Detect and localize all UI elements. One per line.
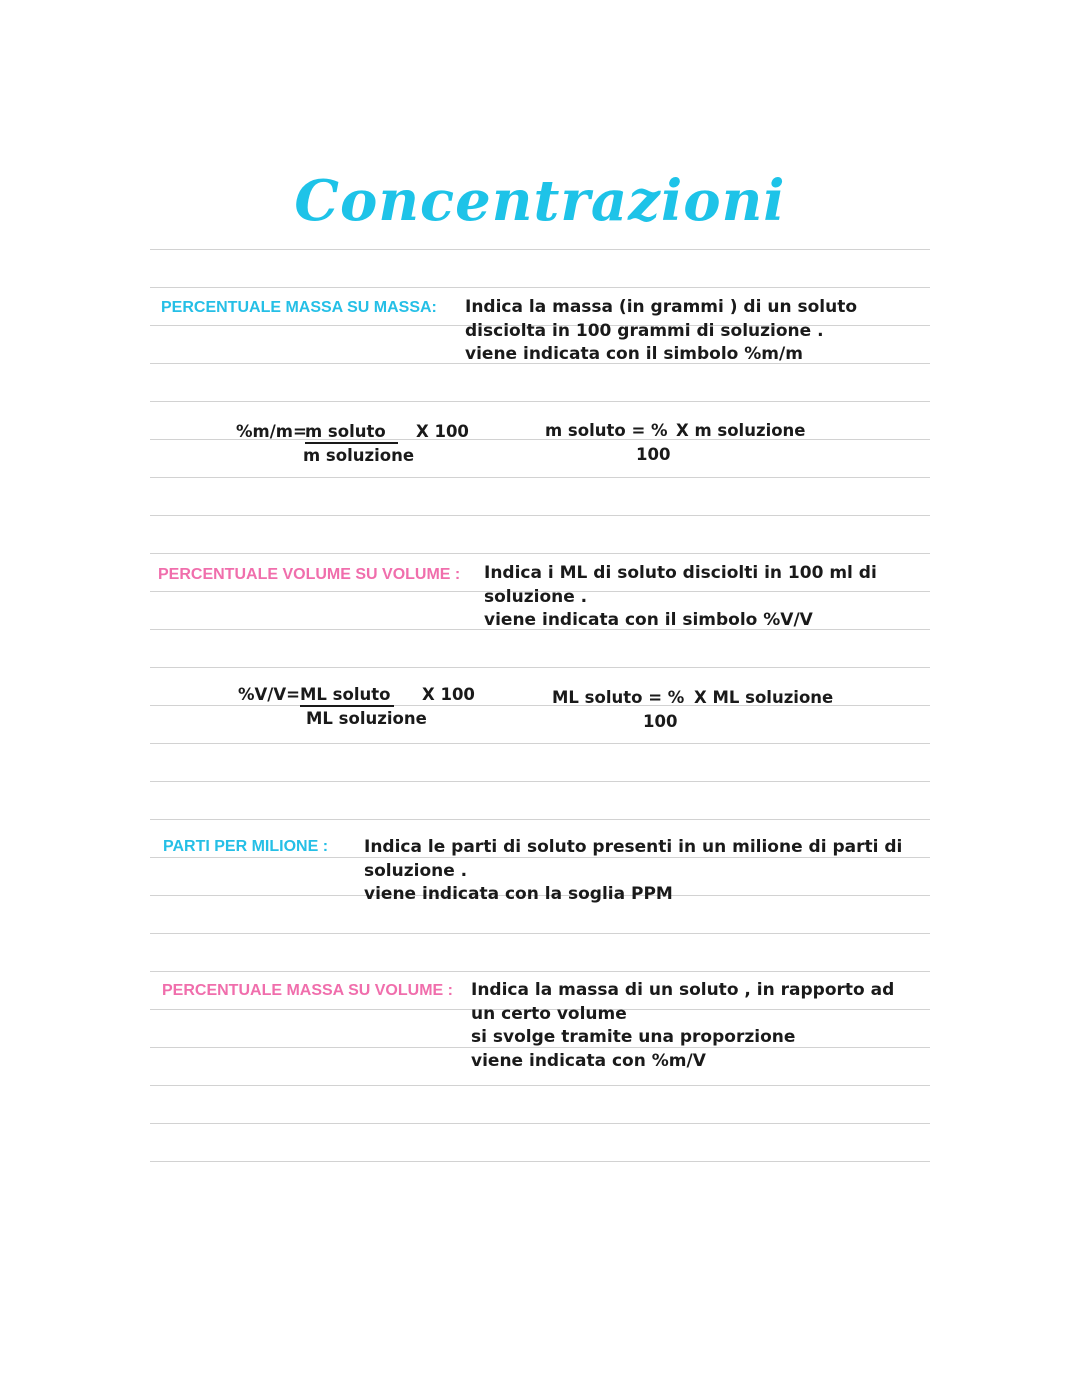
rule-line <box>150 1123 930 1124</box>
description-line: viene indicata con il simbolo %m/m <box>465 344 803 364</box>
section-heading: PERCENTUALE VOLUME SU VOLUME : <box>158 566 461 583</box>
description-line: un certo volume <box>471 1003 627 1024</box>
section-description <box>364 836 902 907</box>
rule-line <box>150 1161 930 1162</box>
section-heading: PERCENTUALE MASSA SU MASSA: <box>161 299 437 316</box>
description-line: soluzione . <box>484 586 588 607</box>
rule-line <box>150 515 930 516</box>
rule-line <box>150 667 930 668</box>
rule-line <box>150 1085 930 1086</box>
formula-numerator: m soluto <box>305 422 398 444</box>
section-heading: PERCENTUALE MASSA SU VOLUME : <box>162 982 453 999</box>
formula-denominator: 100 <box>643 712 678 731</box>
description-line: viene indicata con %m/V <box>471 1050 706 1071</box>
formula-factor: X ML soluzione <box>694 688 834 707</box>
formula-denominator: ML soluzione <box>306 709 427 728</box>
rule-line <box>150 743 930 744</box>
description-line: viene indicata con il simbolo %V/V <box>484 610 813 630</box>
description-line: Indica le parti di soluto presenti in un milione di parti di <box>364 837 903 857</box>
formula-prefix: %V/V= <box>238 685 300 704</box>
formula-denominator: m soluzione <box>303 446 415 465</box>
formula-factor: X 100 <box>422 685 475 704</box>
description-line: si svolge tramite una proporzione <box>471 1027 796 1047</box>
formula-numerator: ML soluto = % <box>552 688 685 707</box>
section-heading: PARTI PER MILIONE : <box>163 838 329 855</box>
section-description <box>465 296 857 367</box>
formula-denominator: 100 <box>636 445 671 464</box>
rule-line <box>150 477 930 478</box>
description-line: disciolta in 100 grammi di soluzione . <box>465 320 824 341</box>
section-description <box>484 562 877 633</box>
rule-line <box>150 781 930 782</box>
page-title: Concentrazioni <box>294 168 786 234</box>
rule-line <box>150 933 930 934</box>
rule-line <box>150 819 930 820</box>
formula-prefix: %m/m= <box>236 422 307 441</box>
rule-line <box>150 971 930 972</box>
description-line: Indica la massa di un soluto , in rapporto ad <box>471 980 895 1000</box>
formula-numerator: ML soluto <box>300 685 394 707</box>
section-description <box>471 979 894 1073</box>
rule-line <box>150 249 930 250</box>
formula-factor: X m soluzione <box>676 421 806 440</box>
formula-numerator: m soluto = % <box>545 421 668 440</box>
rule-line <box>150 553 930 554</box>
description-line: Indica la massa (in grammi ) di un soluto <box>465 297 857 317</box>
formula-factor: X 100 <box>416 422 469 441</box>
description-line: soluzione . <box>364 860 468 881</box>
description-line: Indica i ML di soluto disciolti in 100 ml di <box>484 563 877 583</box>
description-line: viene indicata con la soglia PPM <box>364 884 673 904</box>
rule-line <box>150 401 930 402</box>
rule-line <box>150 287 930 288</box>
